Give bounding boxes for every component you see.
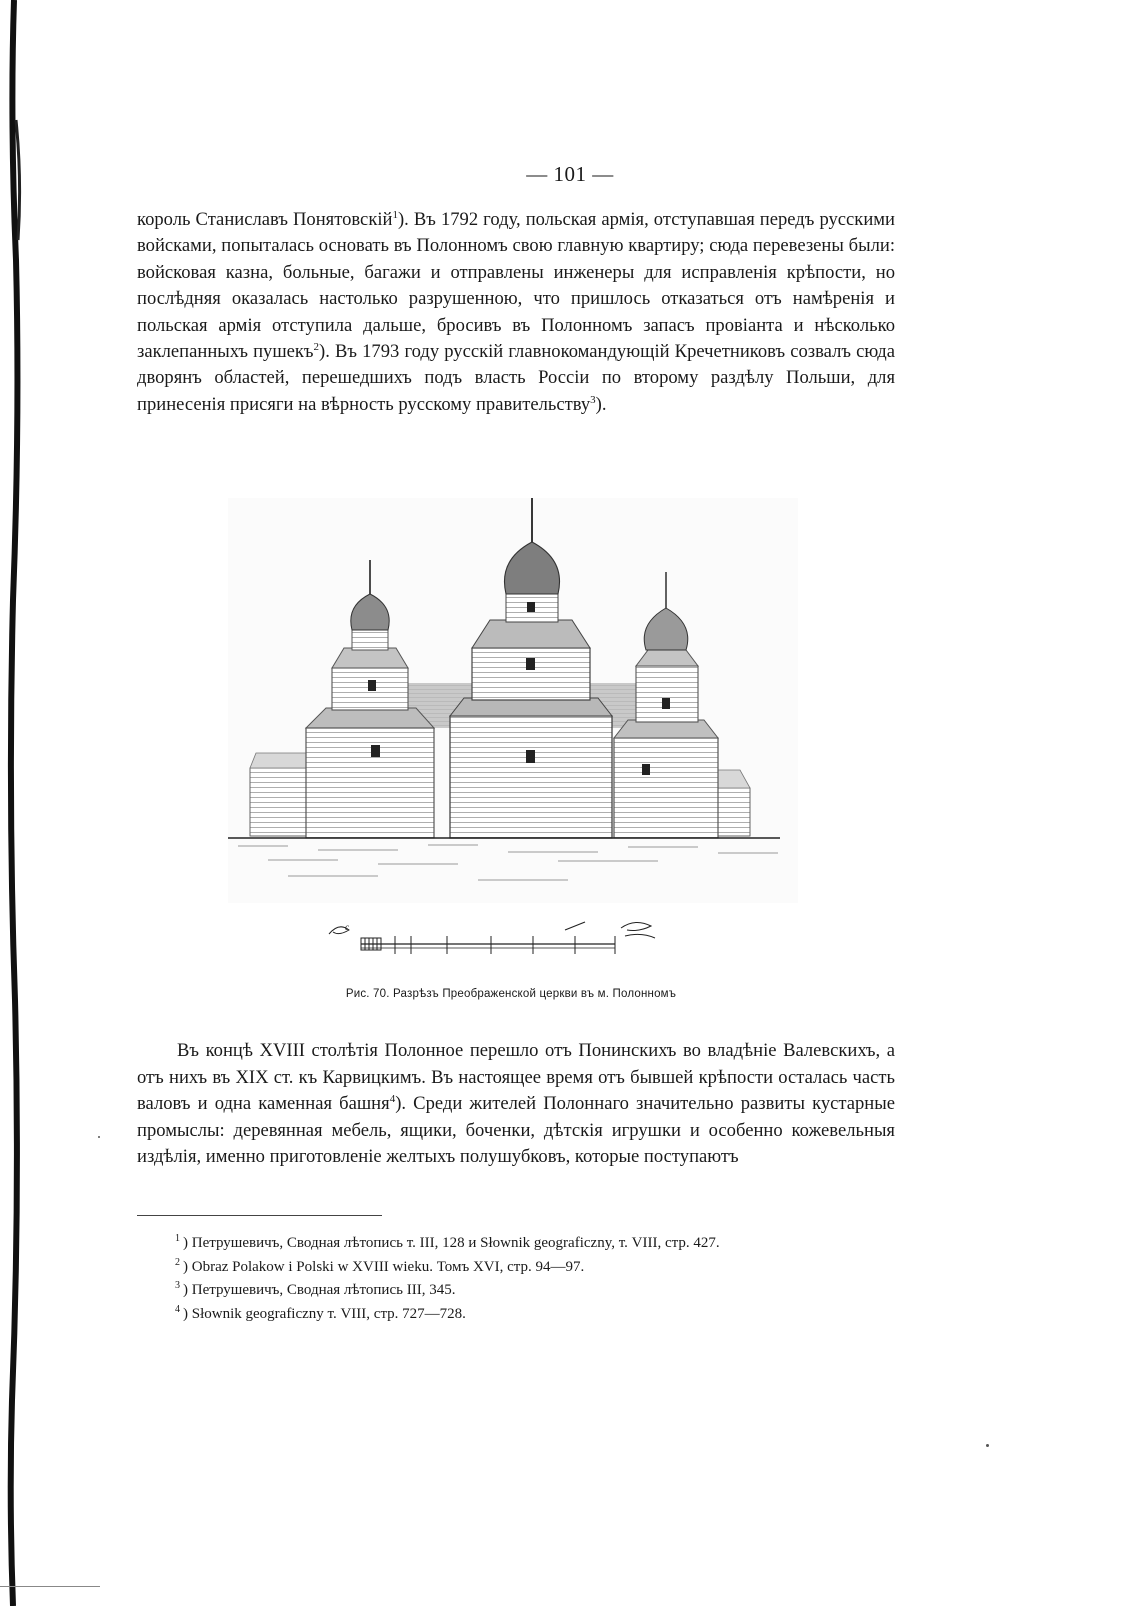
footnote-2: $^2$ ) Obraz Polakow i Polski w XVIII wieku. Томъ XVI, стр. 94—97. (175, 1256, 585, 1275)
scan-edge-mark (0, 1586, 100, 1587)
left-tower-base-roof (306, 708, 434, 728)
right-annex (716, 788, 750, 836)
page-number: — 101 — (526, 162, 614, 186)
left-annex (250, 768, 308, 836)
svg-text:c: c (345, 922, 349, 932)
footnote-ref-2[interactable]: 2 (313, 340, 320, 353)
footnote-ref-3[interactable]: 3 (590, 393, 596, 406)
paragraph-1: король Станиславъ Понятовскій$^1$). Въ 1792 году, польская армія, отступавшая передъ русскими войсками, попыталась основать въ Полонномъ свою главную квартиру; сюда перевезены были: войсковая казна, больные, багажи и отправлены инженеры для исправленія крѣпости, но послѣдняя оказалась настолько разрушенною, что пришлось отказаться отъ намѣренія и польская армія отступила дальше, бросивъ въ Полонномъ запасъ провіанта и нѣсколько заклепанныхъ пушекъ$^2$). Въ 1793 году русскій главнокомандующій Кречетниковъ созвалъ сюда дворянъ областей, перешедшихъ подъ власть Россіи по второму раздѣлу Польши, для принесенія присяги на вѣрность русскому правительству$^3$). (137, 208, 895, 415)
scan-speck (986, 1444, 989, 1447)
scale-bar (325, 920, 665, 980)
footnote-1: $^1$ ) Петрушевичъ, Сводная лѣтопись т. III, 128 и Słownik geograficzny, т. VIII, стр. 427. (175, 1233, 720, 1251)
footnote-3: $^3$ ) Петрушевичъ, Сводная лѣтопись III, 345. (175, 1280, 456, 1298)
binding-edge (0, 0, 30, 1606)
footnote-ref-1[interactable]: 1 (392, 208, 398, 221)
footnotes-list (175, 1232, 895, 1326)
footnote-separator (137, 1215, 382, 1216)
centre-tower-mid (472, 648, 590, 700)
right-tower-base (614, 738, 718, 838)
footnote-ref-4[interactable]: 4 (389, 1093, 396, 1105)
left-tower-base (306, 728, 434, 838)
footnote-4: $^4$ ) Słownik geograficzny т. VIII, стр. 727—728. (175, 1303, 466, 1322)
right-tower-mid (636, 666, 698, 722)
figure-caption: Рис. 70. Разрѣзъ Преображенской церкви въ м. Полонномъ (345, 988, 677, 1000)
paragraph-2: Въ концѣ XVIII столѣтія Полонное перешло отъ Понинскихъ во владѣніе Валевскихъ, а отъ нихъ въ XIX ст. къ Карвицкимъ. Въ настоящее время отъ бывшей крѣпости осталась часть валовъ и одна каменная башня$^4$). Среди жителей Полоннаго значительно развиты кустарные промыслы: деревянная мебель, ящики, боченки, дѣтскія игрушки и особенно кожевельныя издѣлія, именно приготовленіе желтыхъ полушубковъ, которые поступаютъ (137, 1040, 895, 1168)
church-section-drawing (228, 498, 798, 903)
scan-speck (98, 1136, 100, 1138)
centre-tower-base (450, 716, 612, 838)
